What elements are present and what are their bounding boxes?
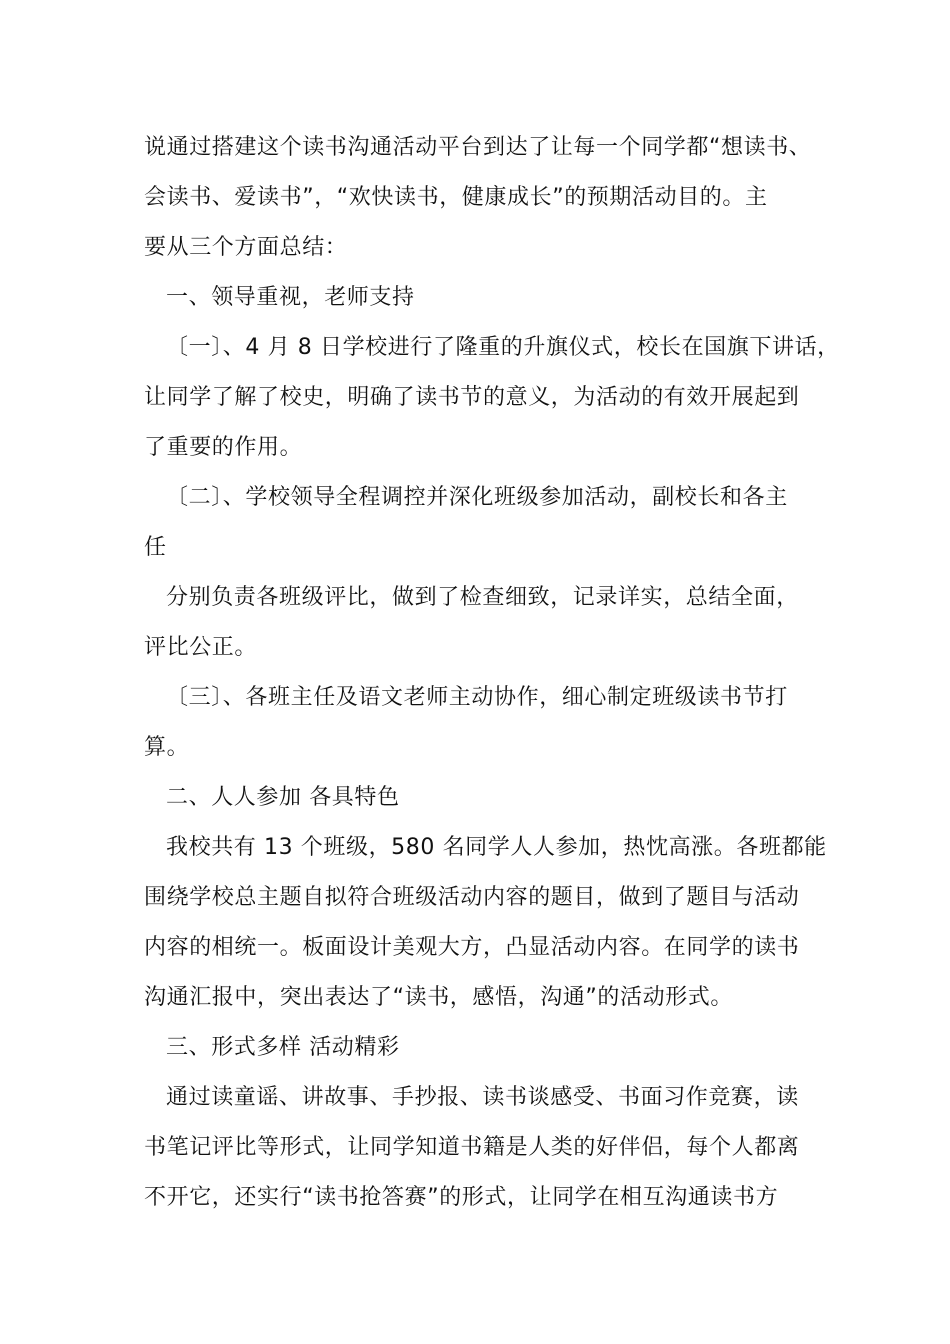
section-heading: 二、人人参加 各具特色 — [166, 785, 400, 810]
section-heading: 一、领导重视，老师支持 — [166, 285, 415, 310]
section-heading: 三、形式多样 活动精彩 — [166, 1035, 400, 1060]
body-text-line: 书笔记评比等形式，让同学知道书籍是人类的好伴侣，每个人都离 — [144, 1135, 800, 1160]
body-text-line: 内容的相统一。板面设计美观大方，凸显活动内容。在同学的读书 — [144, 935, 800, 960]
body-text-line: 算。 — [144, 735, 190, 760]
body-text-line: 不开它，还实行“读书抢答赛”的形式，让同学在相互沟通读书方 — [144, 1185, 779, 1210]
body-text-line: 让同学了解了校史，明确了读书节的意义，为活动的有效开展起到 — [144, 385, 800, 410]
body-text-line: 通过读童谣、讲故事、手抄报、读书谈感受、书面习作竞赛，读 — [166, 1085, 799, 1110]
body-text-line: 我校共有 13 个班级，580 名同学人人参加，热忱高涨。各班都能 — [166, 835, 827, 860]
body-text-line: 〔一〕、4 月 8 日学校进行了隆重的升旗仪式，校长在国旗下讲话， — [166, 335, 840, 360]
body-text-line: 要从三个方面总结： — [144, 235, 348, 260]
body-text-line: 〔三〕、各班主任及语文老师主动协作，细心制定班级读书节打 — [166, 685, 788, 710]
body-text-line: 会读书、爱读书”，“欢快读书，健康成长”的预期活动目的。主 — [144, 185, 768, 210]
body-text-line: 〔二〕、学校领导全程调控并深化班级参加活动，副校长和各主 — [166, 485, 788, 510]
body-text-line: 围绕学校总主题自拟符合班级活动内容的题目，做到了题目与活动 — [144, 885, 800, 910]
body-text-line: 分别负责各班级评比，做到了检查细致，记录详实，总结全面， — [166, 585, 799, 610]
body-text-line: 说通过搭建这个读书沟通活动平台到达了让每一个同学都“想读书、 — [144, 135, 812, 160]
body-text-line: 了重要的作用。 — [144, 435, 303, 460]
body-text-line: 任 — [144, 535, 167, 560]
body-text-line: 沟通汇报中，突出表达了“读书，感悟，沟通”的活动形式。 — [144, 985, 733, 1010]
body-text-line: 评比公正。 — [144, 635, 258, 660]
